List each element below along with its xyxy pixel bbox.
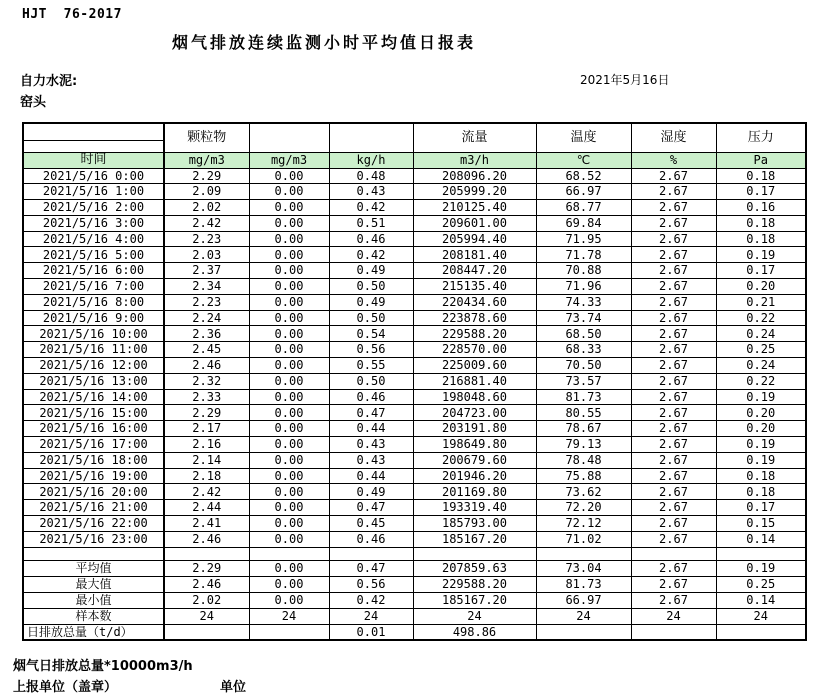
summary-value-cell: 24 bbox=[249, 608, 329, 624]
report-date: 2021年5月16日 bbox=[580, 73, 670, 87]
summary-value-cell: 2.67 bbox=[631, 576, 716, 592]
time-cell: 2021/5/16 9:00 bbox=[23, 310, 164, 326]
summary-value-cell bbox=[716, 624, 806, 640]
value-cell: 2.41 bbox=[164, 516, 249, 532]
table-row bbox=[23, 484, 806, 500]
value-cell: 80.55 bbox=[536, 405, 631, 421]
table-row bbox=[23, 247, 806, 263]
summary-row bbox=[23, 560, 806, 576]
value-cell: 228570.00 bbox=[413, 342, 536, 358]
summary-value-cell: 0.00 bbox=[249, 576, 329, 592]
table-row bbox=[23, 531, 806, 547]
value-cell: 75.88 bbox=[536, 468, 631, 484]
value-cell: 71.95 bbox=[536, 231, 631, 247]
value-cell: 73.57 bbox=[536, 373, 631, 389]
value-cell: 0.21 bbox=[716, 294, 806, 310]
value-cell: 220434.60 bbox=[413, 294, 536, 310]
empty-cell bbox=[536, 547, 631, 560]
value-cell: 210125.40 bbox=[413, 200, 536, 216]
table-row bbox=[23, 358, 806, 374]
value-cell: 209601.00 bbox=[413, 215, 536, 231]
time-cell: 2021/5/16 3:00 bbox=[23, 215, 164, 231]
value-cell: 0.00 bbox=[249, 326, 329, 342]
value-cell: 2.42 bbox=[164, 215, 249, 231]
value-cell: 2.67 bbox=[631, 516, 716, 532]
value-cell: 2.67 bbox=[631, 231, 716, 247]
value-cell: 2.02 bbox=[164, 200, 249, 216]
table-row bbox=[23, 310, 806, 326]
value-cell: 0.00 bbox=[249, 247, 329, 263]
value-cell: 2.18 bbox=[164, 468, 249, 484]
summary-label: 样本数 bbox=[23, 608, 164, 624]
value-cell: 2.67 bbox=[631, 437, 716, 453]
value-cell: 0.19 bbox=[716, 389, 806, 405]
value-cell: 0.18 bbox=[716, 484, 806, 500]
value-cell: 208447.20 bbox=[413, 263, 536, 279]
value-cell: 74.33 bbox=[536, 294, 631, 310]
summary-value-cell: 66.97 bbox=[536, 592, 631, 608]
summary-value-cell: 2.02 bbox=[164, 592, 249, 608]
value-cell: 225009.60 bbox=[413, 358, 536, 374]
station-name: 窑头 bbox=[20, 95, 47, 110]
time-cell: 2021/5/16 16:00 bbox=[23, 421, 164, 437]
value-cell: 2.67 bbox=[631, 326, 716, 342]
value-cell: 0.25 bbox=[716, 342, 806, 358]
summary-label: 最小值 bbox=[23, 592, 164, 608]
value-cell: 2.17 bbox=[164, 421, 249, 437]
value-cell: 201169.80 bbox=[413, 484, 536, 500]
value-cell: 0.24 bbox=[716, 358, 806, 374]
value-cell: 73.74 bbox=[536, 310, 631, 326]
footer-line bbox=[13, 676, 247, 695]
value-cell: 2.67 bbox=[631, 500, 716, 516]
value-cell: 0.47 bbox=[329, 500, 413, 516]
value-cell: 0.00 bbox=[249, 310, 329, 326]
value-cell: 229588.20 bbox=[413, 326, 536, 342]
value-cell: 0.20 bbox=[716, 421, 806, 437]
summary-value-cell: 0.19 bbox=[716, 560, 806, 576]
time-cell: 2021/5/16 15:00 bbox=[23, 405, 164, 421]
summary-value-cell: 185167.20 bbox=[413, 592, 536, 608]
time-cell: 2021/5/16 10:00 bbox=[23, 326, 164, 342]
summary-label: 平均值 bbox=[23, 560, 164, 576]
value-cell: 0.19 bbox=[716, 247, 806, 263]
value-cell: 0.43 bbox=[329, 437, 413, 453]
value-cell: 0.17 bbox=[716, 500, 806, 516]
summary-value-cell: 81.73 bbox=[536, 576, 631, 592]
value-cell: 0.49 bbox=[329, 294, 413, 310]
summary-value-cell: 498.86 bbox=[413, 624, 536, 640]
time-cell: 2021/5/16 18:00 bbox=[23, 452, 164, 468]
value-cell: 2.67 bbox=[631, 421, 716, 437]
value-cell: 185167.20 bbox=[413, 531, 536, 547]
summary-value-cell: 2.29 bbox=[164, 560, 249, 576]
value-cell: 2.46 bbox=[164, 531, 249, 547]
time-cell: 2021/5/16 14:00 bbox=[23, 389, 164, 405]
value-cell: 0.00 bbox=[249, 184, 329, 200]
summary-row bbox=[23, 608, 806, 624]
value-cell: 0.44 bbox=[329, 468, 413, 484]
value-cell: 70.88 bbox=[536, 263, 631, 279]
summary-value-cell: 24 bbox=[536, 608, 631, 624]
summary-value-cell: 2.46 bbox=[164, 576, 249, 592]
value-cell: 2.29 bbox=[164, 405, 249, 421]
value-cell: 66.97 bbox=[536, 184, 631, 200]
value-cell: 0.51 bbox=[329, 215, 413, 231]
summary-value-cell: 24 bbox=[631, 608, 716, 624]
header-humidity: 湿度 bbox=[631, 123, 716, 152]
table-row bbox=[23, 452, 806, 468]
value-cell: 0.00 bbox=[249, 294, 329, 310]
value-cell: 2.67 bbox=[631, 168, 716, 184]
empty-cell bbox=[631, 547, 716, 560]
value-cell: 0.50 bbox=[329, 279, 413, 295]
time-cell: 2021/5/16 4:00 bbox=[23, 231, 164, 247]
value-cell: 2.23 bbox=[164, 294, 249, 310]
value-cell: 2.67 bbox=[631, 484, 716, 500]
table-row bbox=[23, 200, 806, 216]
header-units-row bbox=[23, 152, 806, 168]
value-cell: 0.55 bbox=[329, 358, 413, 374]
header-empty-cell bbox=[329, 123, 413, 152]
value-cell: 0.19 bbox=[716, 437, 806, 453]
value-cell: 205994.40 bbox=[413, 231, 536, 247]
table-row bbox=[23, 294, 806, 310]
value-cell: 0.50 bbox=[329, 310, 413, 326]
table-row bbox=[23, 215, 806, 231]
table-row bbox=[23, 168, 806, 184]
time-cell: 2021/5/16 2:00 bbox=[23, 200, 164, 216]
value-cell: 0.00 bbox=[249, 421, 329, 437]
value-cell: 72.12 bbox=[536, 516, 631, 532]
value-cell: 2.42 bbox=[164, 484, 249, 500]
time-cell: 2021/5/16 11:00 bbox=[23, 342, 164, 358]
time-cell: 2021/5/16 7:00 bbox=[23, 279, 164, 295]
summary-value-cell: 229588.20 bbox=[413, 576, 536, 592]
value-cell: 2.67 bbox=[631, 531, 716, 547]
value-cell: 0.18 bbox=[716, 468, 806, 484]
summary-value-cell: 2.67 bbox=[631, 592, 716, 608]
value-cell: 68.52 bbox=[536, 168, 631, 184]
value-cell: 0.00 bbox=[249, 484, 329, 500]
value-cell: 0.46 bbox=[329, 531, 413, 547]
value-cell: 2.34 bbox=[164, 279, 249, 295]
value-cell: 201946.20 bbox=[413, 468, 536, 484]
company-name: 自力水泥: bbox=[20, 74, 78, 89]
value-cell: 0.00 bbox=[249, 168, 329, 184]
summary-value-cell: 0.25 bbox=[716, 576, 806, 592]
value-cell: 68.50 bbox=[536, 326, 631, 342]
summary-label: 日排放总量（t/d） bbox=[23, 624, 164, 640]
value-cell: 0.45 bbox=[329, 516, 413, 532]
value-cell: 0.42 bbox=[329, 200, 413, 216]
table-row bbox=[23, 516, 806, 532]
summary-value-cell: 0.00 bbox=[249, 560, 329, 576]
value-cell: 0.00 bbox=[249, 358, 329, 374]
value-cell: 0.43 bbox=[329, 452, 413, 468]
value-cell: 2.67 bbox=[631, 200, 716, 216]
summary-value-cell: 2.67 bbox=[631, 560, 716, 576]
time-cell: 2021/5/16 1:00 bbox=[23, 184, 164, 200]
value-cell: 0.56 bbox=[329, 342, 413, 358]
value-cell: 2.37 bbox=[164, 263, 249, 279]
summary-value-cell: 24 bbox=[716, 608, 806, 624]
value-cell: 2.67 bbox=[631, 263, 716, 279]
value-cell: 2.67 bbox=[631, 247, 716, 263]
empty-cell bbox=[249, 547, 329, 560]
value-cell: 70.50 bbox=[536, 358, 631, 374]
value-cell: 0.50 bbox=[329, 373, 413, 389]
value-cell: 198048.60 bbox=[413, 389, 536, 405]
header-group-row bbox=[23, 123, 806, 140]
value-cell: 0.00 bbox=[249, 231, 329, 247]
value-cell: 200679.60 bbox=[413, 452, 536, 468]
value-cell: 0.00 bbox=[249, 263, 329, 279]
value-cell: 2.67 bbox=[631, 389, 716, 405]
table-row bbox=[23, 263, 806, 279]
table-row bbox=[23, 437, 806, 453]
empty-cell bbox=[413, 547, 536, 560]
value-cell: 73.62 bbox=[536, 484, 631, 500]
value-cell: 2.44 bbox=[164, 500, 249, 516]
value-cell: 2.33 bbox=[164, 389, 249, 405]
summary-value-cell: 0.56 bbox=[329, 576, 413, 592]
value-cell: 2.16 bbox=[164, 437, 249, 453]
value-cell: 2.67 bbox=[631, 373, 716, 389]
value-cell: 0.54 bbox=[329, 326, 413, 342]
summary-value-cell: 0.42 bbox=[329, 592, 413, 608]
value-cell: 208096.20 bbox=[413, 168, 536, 184]
table-row bbox=[23, 468, 806, 484]
time-cell: 2021/5/16 12:00 bbox=[23, 358, 164, 374]
value-cell: 2.67 bbox=[631, 405, 716, 421]
value-cell: 0.00 bbox=[249, 389, 329, 405]
summary-value-cell: 0.14 bbox=[716, 592, 806, 608]
value-cell: 2.67 bbox=[631, 279, 716, 295]
value-cell: 0.00 bbox=[249, 500, 329, 516]
empty-cell bbox=[716, 547, 806, 560]
value-cell: 72.20 bbox=[536, 500, 631, 516]
value-cell: 0.14 bbox=[716, 531, 806, 547]
table-row bbox=[23, 421, 806, 437]
table-row bbox=[23, 326, 806, 342]
summary-value-cell: 0.00 bbox=[249, 592, 329, 608]
summary-value-cell: 24 bbox=[413, 608, 536, 624]
summary-row bbox=[23, 624, 806, 640]
value-cell: 215135.40 bbox=[413, 279, 536, 295]
header-empty-bottom-cell bbox=[23, 140, 164, 152]
value-cell: 0.00 bbox=[249, 200, 329, 216]
value-cell: 2.67 bbox=[631, 468, 716, 484]
value-cell: 0.22 bbox=[716, 310, 806, 326]
value-cell: 0.17 bbox=[716, 263, 806, 279]
value-cell: 2.24 bbox=[164, 310, 249, 326]
table-row bbox=[23, 279, 806, 295]
value-cell: 0.16 bbox=[716, 200, 806, 216]
empty-cell bbox=[23, 547, 164, 560]
summary-value-cell: 207859.63 bbox=[413, 560, 536, 576]
time-cell: 2021/5/16 21:00 bbox=[23, 500, 164, 516]
summary-label: 最大值 bbox=[23, 576, 164, 592]
table-row bbox=[23, 500, 806, 516]
summary-value-cell bbox=[536, 624, 631, 640]
header-particulate: 颗粒物 bbox=[164, 123, 249, 152]
value-cell: 0.00 bbox=[249, 405, 329, 421]
header-flow: 流量 bbox=[413, 123, 536, 152]
time-cell: 2021/5/16 22:00 bbox=[23, 516, 164, 532]
summary-value-cell bbox=[249, 624, 329, 640]
value-cell: 0.19 bbox=[716, 452, 806, 468]
value-cell: 79.13 bbox=[536, 437, 631, 453]
value-cell: 71.02 bbox=[536, 531, 631, 547]
value-cell: 0.00 bbox=[249, 531, 329, 547]
summary-value-cell: 0.47 bbox=[329, 560, 413, 576]
value-cell: 204723.00 bbox=[413, 405, 536, 421]
time-cell: 2021/5/16 17:00 bbox=[23, 437, 164, 453]
value-cell: 81.73 bbox=[536, 389, 631, 405]
value-cell: 2.67 bbox=[631, 215, 716, 231]
value-cell: 0.00 bbox=[249, 373, 329, 389]
value-cell: 0.43 bbox=[329, 184, 413, 200]
value-cell: 198649.80 bbox=[413, 437, 536, 453]
value-cell: 71.78 bbox=[536, 247, 631, 263]
value-cell: 0.00 bbox=[249, 452, 329, 468]
spacer-row bbox=[23, 547, 806, 560]
value-cell: 208181.40 bbox=[413, 247, 536, 263]
summary-row bbox=[23, 576, 806, 592]
value-cell: 2.46 bbox=[164, 358, 249, 374]
value-cell: 185793.00 bbox=[413, 516, 536, 532]
value-cell: 2.03 bbox=[164, 247, 249, 263]
table-row bbox=[23, 373, 806, 389]
value-cell: 0.00 bbox=[249, 516, 329, 532]
time-cell: 2021/5/16 13:00 bbox=[23, 373, 164, 389]
value-cell: 2.67 bbox=[631, 310, 716, 326]
value-cell: 0.20 bbox=[716, 405, 806, 421]
time-cell: 2021/5/16 5:00 bbox=[23, 247, 164, 263]
unit-percent: % bbox=[631, 152, 716, 168]
value-cell: 2.67 bbox=[631, 342, 716, 358]
value-cell: 0.00 bbox=[249, 279, 329, 295]
value-cell: 0.49 bbox=[329, 263, 413, 279]
summary-value-cell: 73.04 bbox=[536, 560, 631, 576]
summary-value-cell: 24 bbox=[164, 608, 249, 624]
value-cell: 2.29 bbox=[164, 168, 249, 184]
empty-cell bbox=[329, 547, 413, 560]
value-cell: 205999.20 bbox=[413, 184, 536, 200]
empty-cell bbox=[164, 547, 249, 560]
value-cell: 0.20 bbox=[716, 279, 806, 295]
time-cell: 2021/5/16 23:00 bbox=[23, 531, 164, 547]
unit-mg-m3: mg/m3 bbox=[164, 152, 249, 168]
value-cell: 223878.60 bbox=[413, 310, 536, 326]
value-cell: 0.17 bbox=[716, 184, 806, 200]
value-cell: 2.67 bbox=[631, 184, 716, 200]
value-cell: 68.77 bbox=[536, 200, 631, 216]
value-cell: 0.18 bbox=[716, 231, 806, 247]
value-cell: 0.18 bbox=[716, 168, 806, 184]
value-cell: 0.22 bbox=[716, 373, 806, 389]
value-cell: 71.96 bbox=[536, 279, 631, 295]
value-cell: 0.44 bbox=[329, 421, 413, 437]
report-table bbox=[22, 122, 807, 641]
value-cell: 68.33 bbox=[536, 342, 631, 358]
value-cell: 2.36 bbox=[164, 326, 249, 342]
time-cell: 2021/5/16 0:00 bbox=[23, 168, 164, 184]
value-cell: 2.09 bbox=[164, 184, 249, 200]
unit-label: 单位 bbox=[220, 680, 247, 695]
unit-m3-h: m3/h bbox=[413, 152, 536, 168]
unit-mg-m3: mg/m3 bbox=[249, 152, 329, 168]
value-cell: 78.67 bbox=[536, 421, 631, 437]
value-cell: 0.42 bbox=[329, 247, 413, 263]
value-cell: 2.45 bbox=[164, 342, 249, 358]
value-cell: 2.23 bbox=[164, 231, 249, 247]
value-cell: 2.67 bbox=[631, 452, 716, 468]
table-row bbox=[23, 405, 806, 421]
table-row bbox=[23, 184, 806, 200]
header-empty-top-cell bbox=[23, 123, 164, 140]
value-cell: 2.67 bbox=[631, 358, 716, 374]
table-row bbox=[23, 342, 806, 358]
page-title: 烟气排放连续监测小时平均值日报表 bbox=[172, 33, 477, 52]
value-cell: 0.46 bbox=[329, 389, 413, 405]
footnote: 烟气日排放总量*10000m3/h bbox=[13, 659, 193, 674]
summary-value-cell bbox=[631, 624, 716, 640]
value-cell: 2.14 bbox=[164, 452, 249, 468]
value-cell: 0.00 bbox=[249, 437, 329, 453]
header-empty-cell bbox=[249, 123, 329, 152]
value-cell: 0.00 bbox=[249, 468, 329, 484]
unit-kg-h: kg/h bbox=[329, 152, 413, 168]
value-cell: 69.84 bbox=[536, 215, 631, 231]
unit-pa: Pa bbox=[716, 152, 806, 168]
value-cell: 0.48 bbox=[329, 168, 413, 184]
summary-value-cell bbox=[164, 624, 249, 640]
time-column-header: 时间 bbox=[23, 152, 164, 168]
summary-value-cell: 24 bbox=[329, 608, 413, 624]
value-cell: 2.67 bbox=[631, 294, 716, 310]
doc-code: HJT 76-2017 bbox=[22, 7, 122, 22]
time-cell: 2021/5/16 20:00 bbox=[23, 484, 164, 500]
value-cell: 203191.80 bbox=[413, 421, 536, 437]
value-cell: 2.32 bbox=[164, 373, 249, 389]
time-cell: 2021/5/16 8:00 bbox=[23, 294, 164, 310]
header-temperature: 温度 bbox=[536, 123, 631, 152]
value-cell: 0.15 bbox=[716, 516, 806, 532]
header-pressure: 压力 bbox=[716, 123, 806, 152]
report-unit-label: 上报单位（盖章） bbox=[13, 680, 118, 695]
value-cell: 78.48 bbox=[536, 452, 631, 468]
time-cell: 2021/5/16 6:00 bbox=[23, 263, 164, 279]
value-cell: 193319.40 bbox=[413, 500, 536, 516]
value-cell: 0.18 bbox=[716, 215, 806, 231]
table-row bbox=[23, 231, 806, 247]
value-cell: 0.00 bbox=[249, 342, 329, 358]
summary-value-cell: 0.01 bbox=[329, 624, 413, 640]
value-cell: 0.47 bbox=[329, 405, 413, 421]
time-cell: 2021/5/16 19:00 bbox=[23, 468, 164, 484]
value-cell: 216881.40 bbox=[413, 373, 536, 389]
value-cell: 0.46 bbox=[329, 231, 413, 247]
unit-celsius: ℃ bbox=[536, 152, 631, 168]
value-cell: 0.24 bbox=[716, 326, 806, 342]
value-cell: 0.00 bbox=[249, 215, 329, 231]
table-row bbox=[23, 389, 806, 405]
summary-row bbox=[23, 592, 806, 608]
value-cell: 0.49 bbox=[329, 484, 413, 500]
